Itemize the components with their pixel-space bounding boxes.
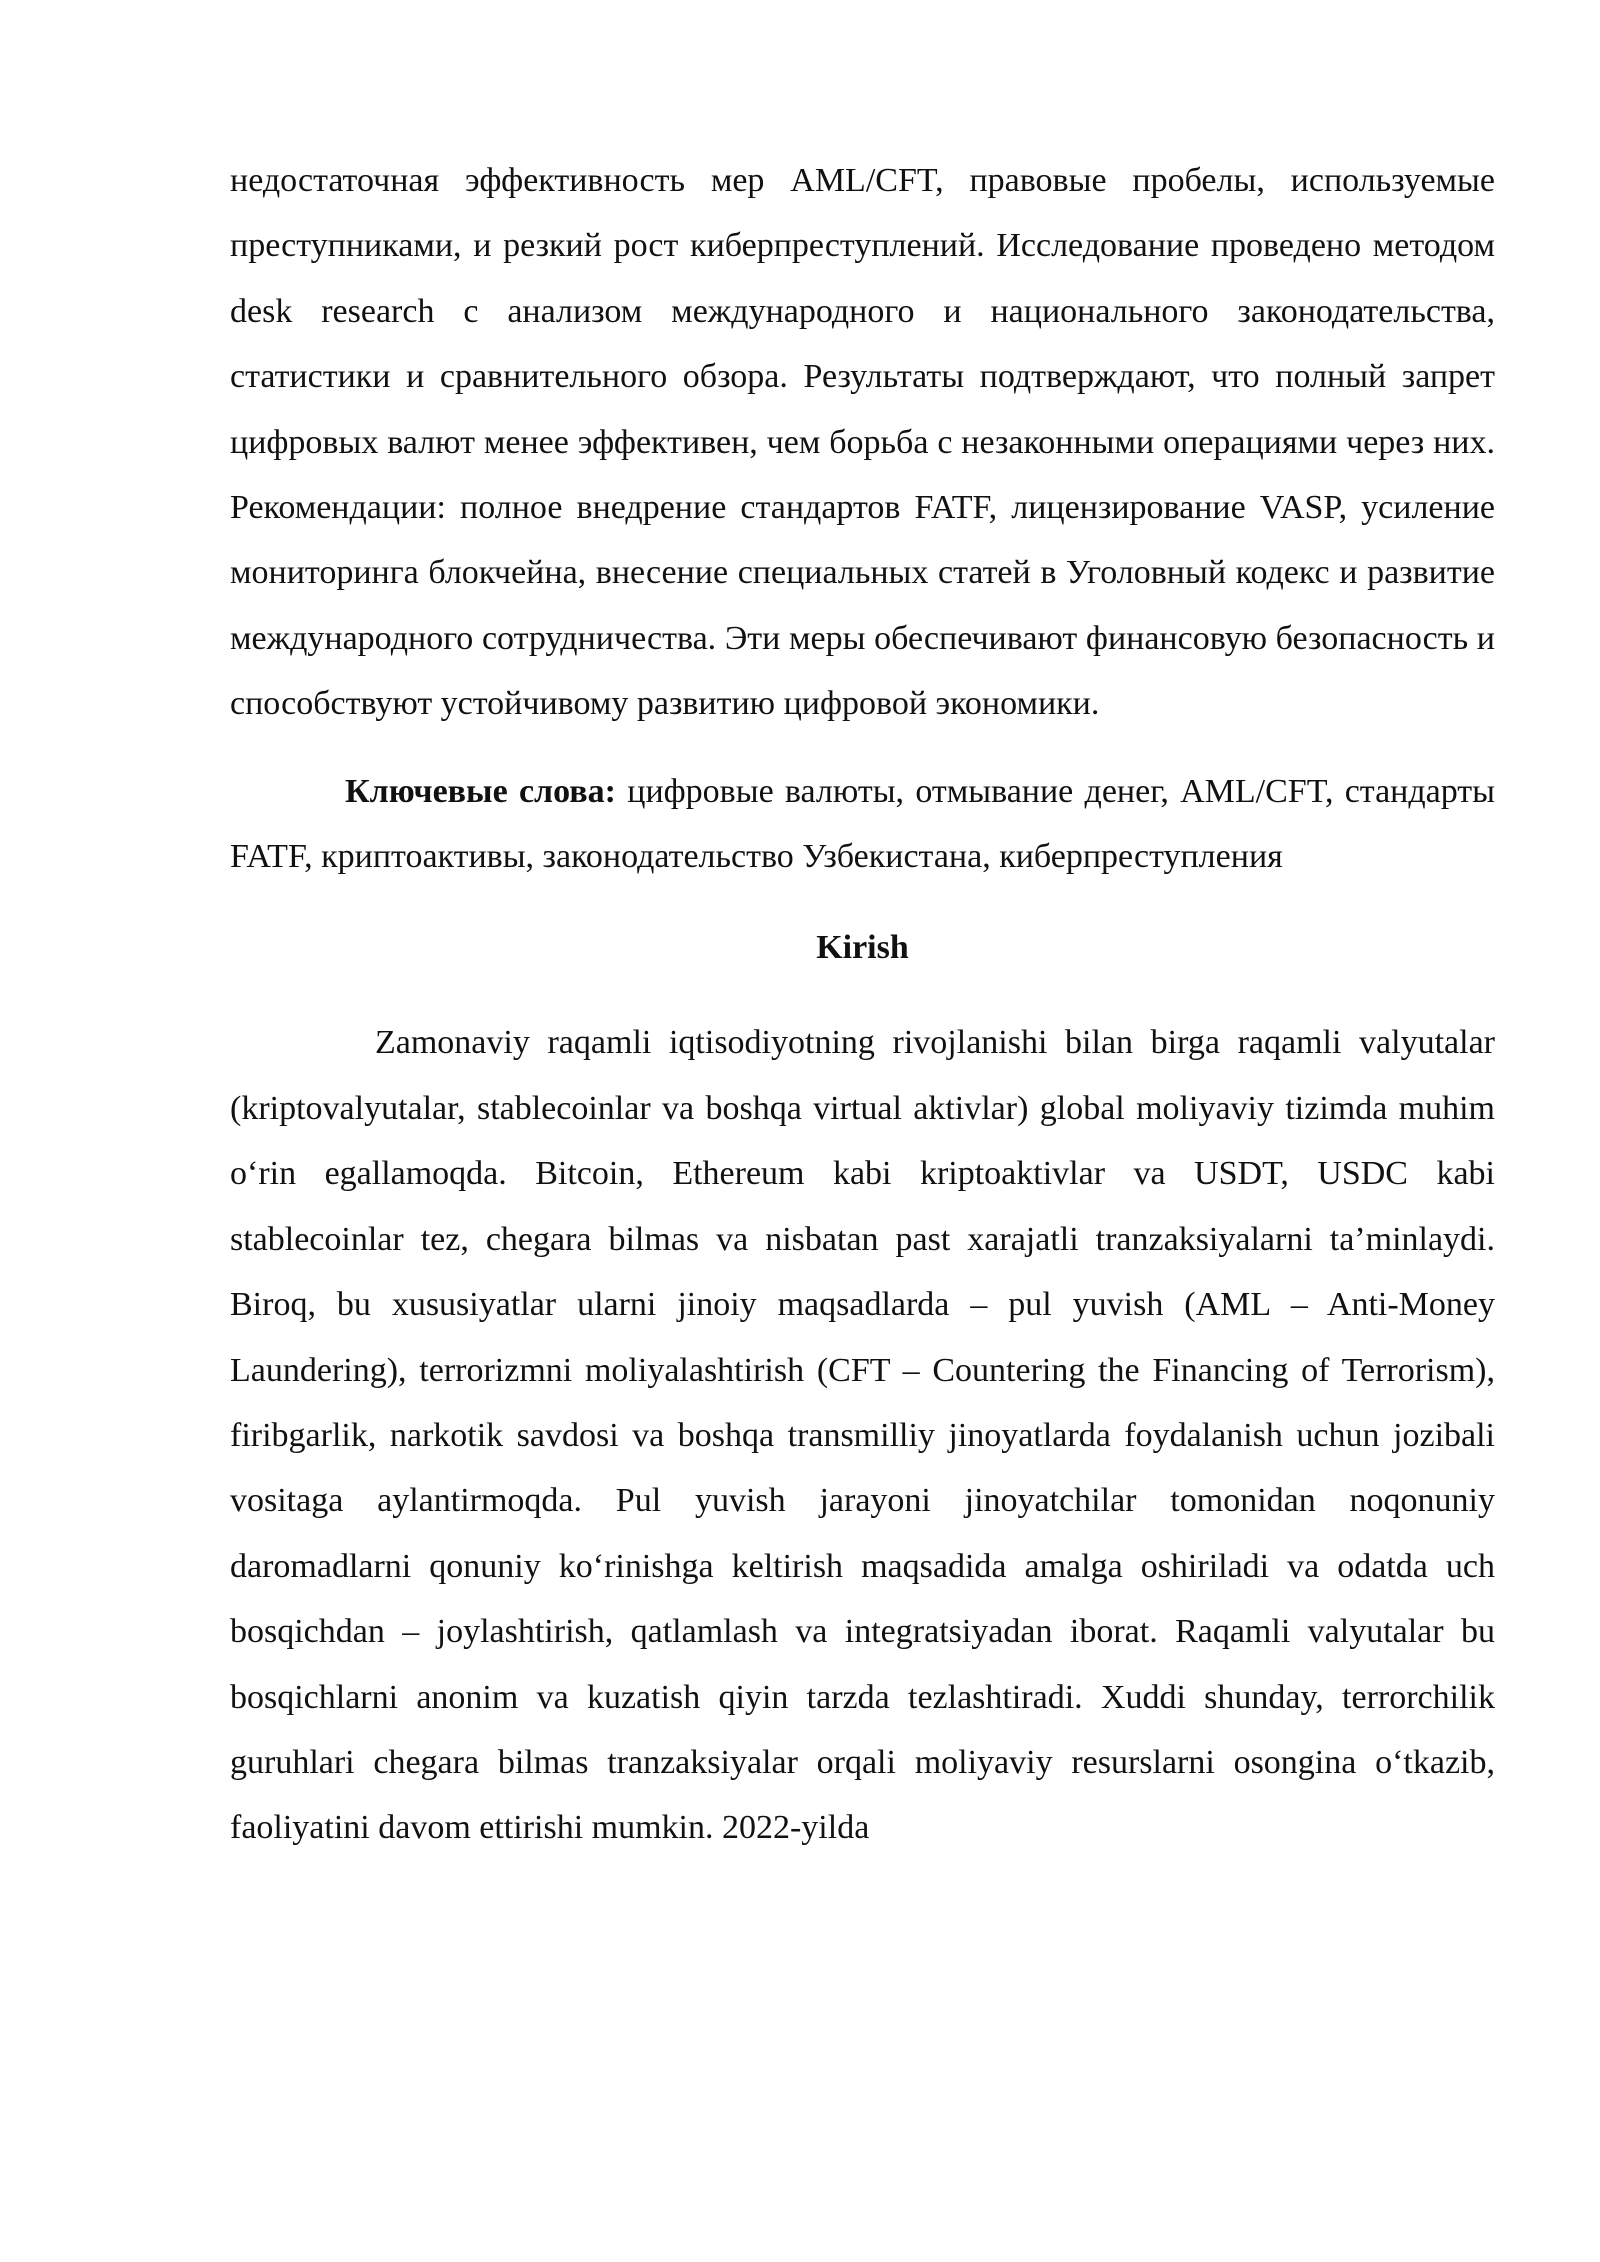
keywords-paragraph (230, 759, 1495, 890)
document-page (230, 148, 1495, 1861)
keywords-label: Ключевые слова: (345, 772, 616, 810)
keywords-text: цифровые валюты, отмывание денег, AML/CFT, стандарты FATF, криптоактивы, законодательство Узбекистана, киберпреступления (230, 772, 1496, 876)
intro-paragraph: Zamonaviy raqamli iqtisodiyotning rivojlanishi bilan birga raqamli valyutalar (kriptovalyutalar, stablecoinlar va boshqa virtual aktivlar) global moliyaviy tizimda muhim o‘rin egallamoqda. Bitcoin, Ethereum kabi kriptoaktivlar va USDT, USDC kabi stablecoinlar tez, chegara bilmas va nisbatan past xarajatli tranzaksiyalarni ta’minlaydi. Biroq, bu xususiyatlar ularni jinoiy maqsadlarda – pul yuvish (AML – Anti-Money Laundering), terrorizmni moliyalashtirish (CFT – Countering the Financing of Terrorism), firibgarlik, narkotik savdosi va boshqa transmilliy jinoyatlarda foydalanish uchun jozibali vositaga aylantirmoqda. Pul yuvish jarayoni jinoyatchilar tomonidan noqonuniy daromadlarni qonuniy ko‘rinishga keltirish maqsadida amalga oshiriladi va odatda uch bosqichdan – joylashtirish, qatlamlash va integratsiyadan iborat. Raqamli valyutalar bu bosqichlarni anonim va kuzatish qiyin tarzda tezlashtiradi. Xuddi shunday, terrorchilik guruhlari chegara bilmas tranzaksiyalar orqali moliyaviy resurslarni osongina o‘tkazib, faoliyatini davom ettirishi mumkin. 2022-yilda (230, 1024, 1495, 1847)
section-heading: Kirish (816, 929, 909, 967)
abstract-paragraph: недостаточная эффективность мер AML/CFT, правовые пробелы, используемые преступниками, и резкий рост киберпреступлений. Исследование проведено методом desk research с анализом международного и национального законодательства, статистики и сравнительного обзора. Результаты подтверждают, что полный запрет цифровых валют менее эффективен, чем борьба с незаконными операциями через них. Рекомендации: полное внедрение стандартов FATF, лицензирование VASP, усиление мониторинга блокчейна, внесение специальных статей в Уголовный кодекс и развитие международного сотрудничества. Эти меры обеспечивают финансовую безопасность и способствуют устойчивому развитию цифровой экономики. (230, 162, 1495, 723)
